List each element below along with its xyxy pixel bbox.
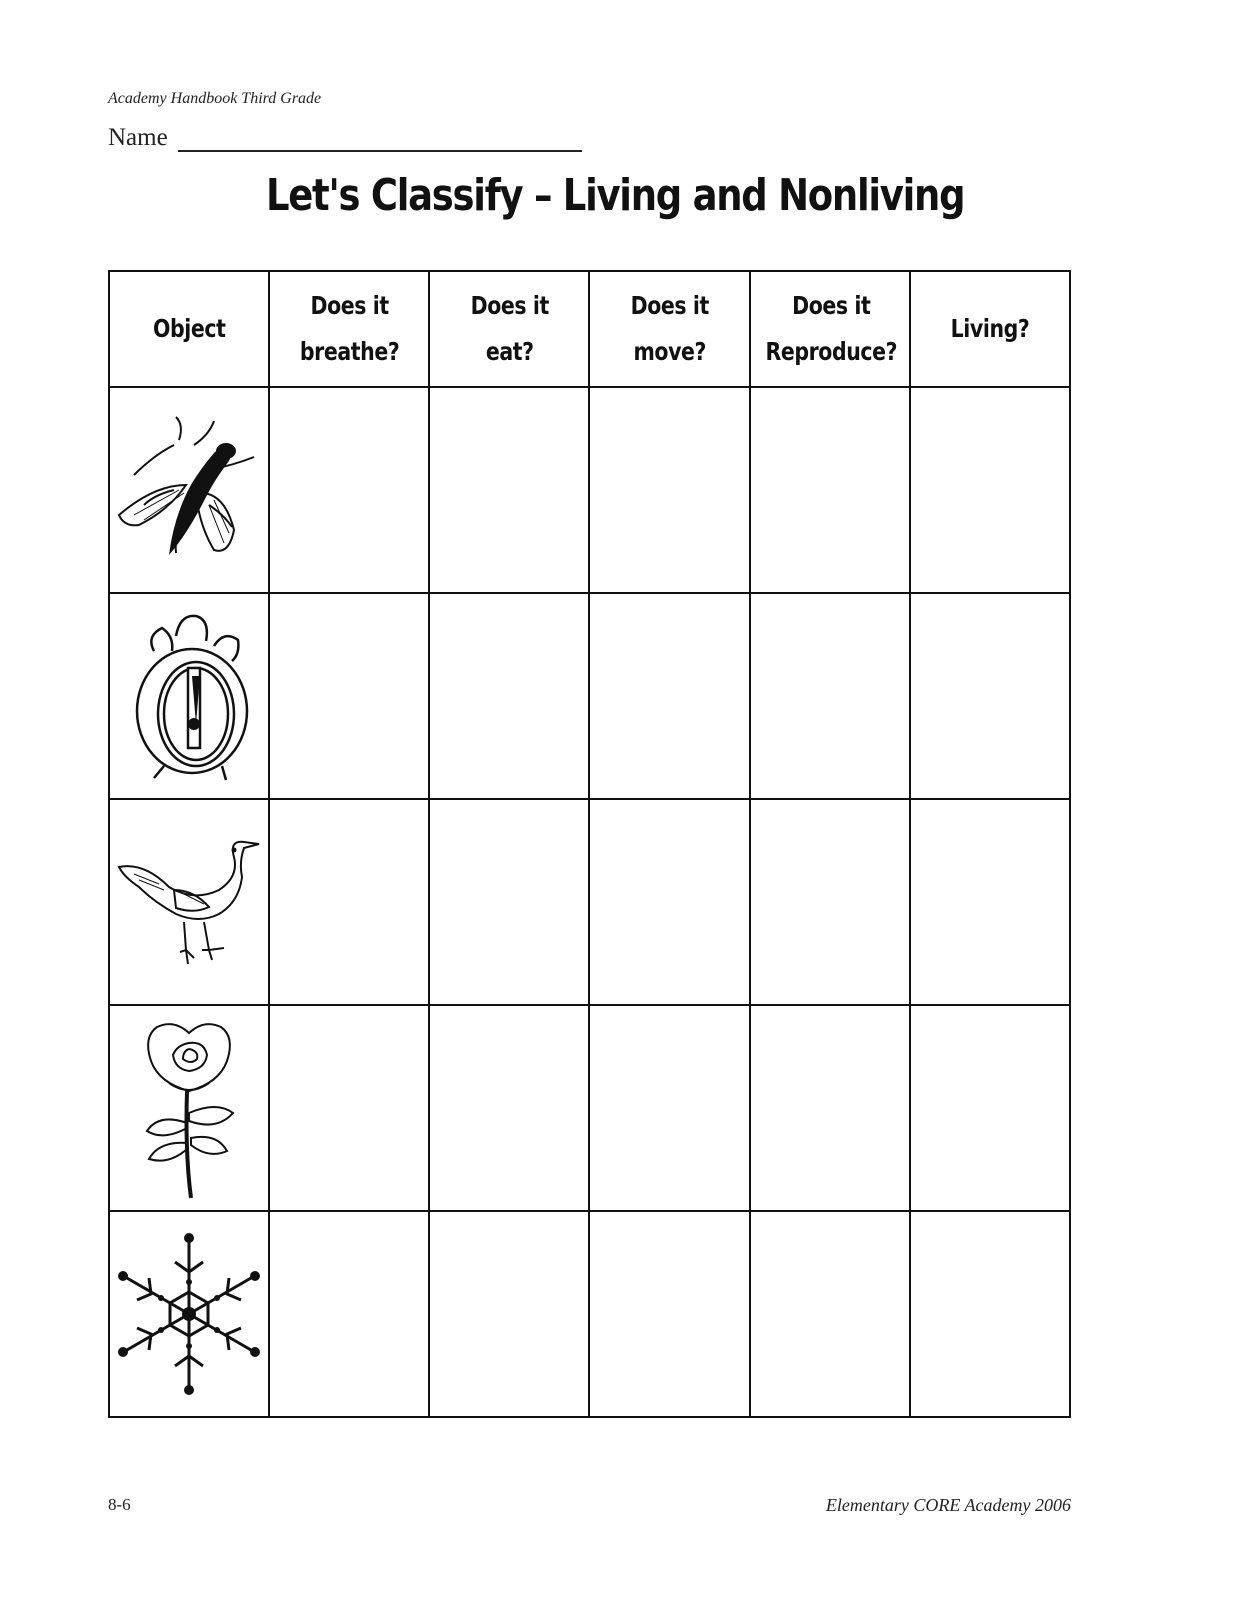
answer-cell[interactable] — [750, 1211, 910, 1417]
answer-cell[interactable] — [750, 593, 910, 799]
answer-cell[interactable] — [589, 593, 749, 799]
answer-cell[interactable] — [910, 593, 1070, 799]
rose-icon — [129, 1013, 249, 1203]
answer-cell[interactable] — [589, 1211, 749, 1417]
object-cell — [109, 1005, 269, 1211]
object-cell — [109, 593, 269, 799]
answer-cell[interactable] — [429, 799, 589, 1005]
column-header-eat: Does it eat? — [429, 271, 589, 387]
table-row — [109, 1005, 1070, 1211]
column-header-reproduce: Does it Reproduce? — [750, 271, 910, 387]
answer-cell[interactable] — [750, 1005, 910, 1211]
answer-cell[interactable] — [429, 1005, 589, 1211]
answer-cell[interactable] — [269, 593, 429, 799]
answer-cell[interactable] — [429, 1211, 589, 1417]
object-cell — [109, 799, 269, 1005]
page-title: Let's Classify – Living and Nonliving — [265, 170, 965, 221]
table-row — [109, 387, 1070, 593]
column-header-object: Object — [109, 271, 269, 387]
answer-cell[interactable] — [269, 1211, 429, 1417]
page-number: 8-6 — [108, 1495, 131, 1514]
answer-cell[interactable] — [269, 1005, 429, 1211]
answer-cell[interactable] — [429, 387, 589, 593]
answer-cell[interactable] — [589, 799, 749, 1005]
snowflake-icon — [114, 1229, 264, 1399]
column-header-living: Living? — [910, 271, 1070, 387]
table-row — [109, 799, 1070, 1005]
name-blank-line[interactable] — [178, 126, 582, 152]
answer-cell[interactable] — [910, 387, 1070, 593]
column-header-move: Does it move? — [589, 271, 749, 387]
table-row — [109, 593, 1070, 799]
answer-cell[interactable] — [750, 387, 910, 593]
answer-cell[interactable] — [269, 387, 429, 593]
answer-cell[interactable] — [910, 1211, 1070, 1417]
answer-cell[interactable] — [910, 1005, 1070, 1211]
fly-icon — [114, 415, 264, 565]
answer-cell[interactable] — [589, 1005, 749, 1211]
name-field-row — [108, 124, 582, 152]
column-header-breathe: Does it breathe? — [269, 271, 429, 387]
handbook-caption: Academy Handbook Third Grade — [108, 90, 322, 107]
object-cell — [109, 1211, 269, 1417]
name-label: Name — [108, 124, 168, 151]
object-cell — [109, 387, 269, 593]
classification-table — [108, 270, 1071, 1418]
alarm-clock-icon — [124, 606, 254, 786]
answer-cell[interactable] — [910, 799, 1070, 1005]
table-row — [109, 1211, 1070, 1417]
answer-cell[interactable] — [750, 799, 910, 1005]
answer-cell[interactable] — [429, 593, 589, 799]
answer-cell[interactable] — [269, 799, 429, 1005]
answer-cell[interactable] — [589, 387, 749, 593]
table-header-row — [109, 271, 1070, 387]
footer-source: Elementary CORE Academy 2006 — [825, 1495, 1071, 1515]
bird-icon — [114, 832, 264, 972]
